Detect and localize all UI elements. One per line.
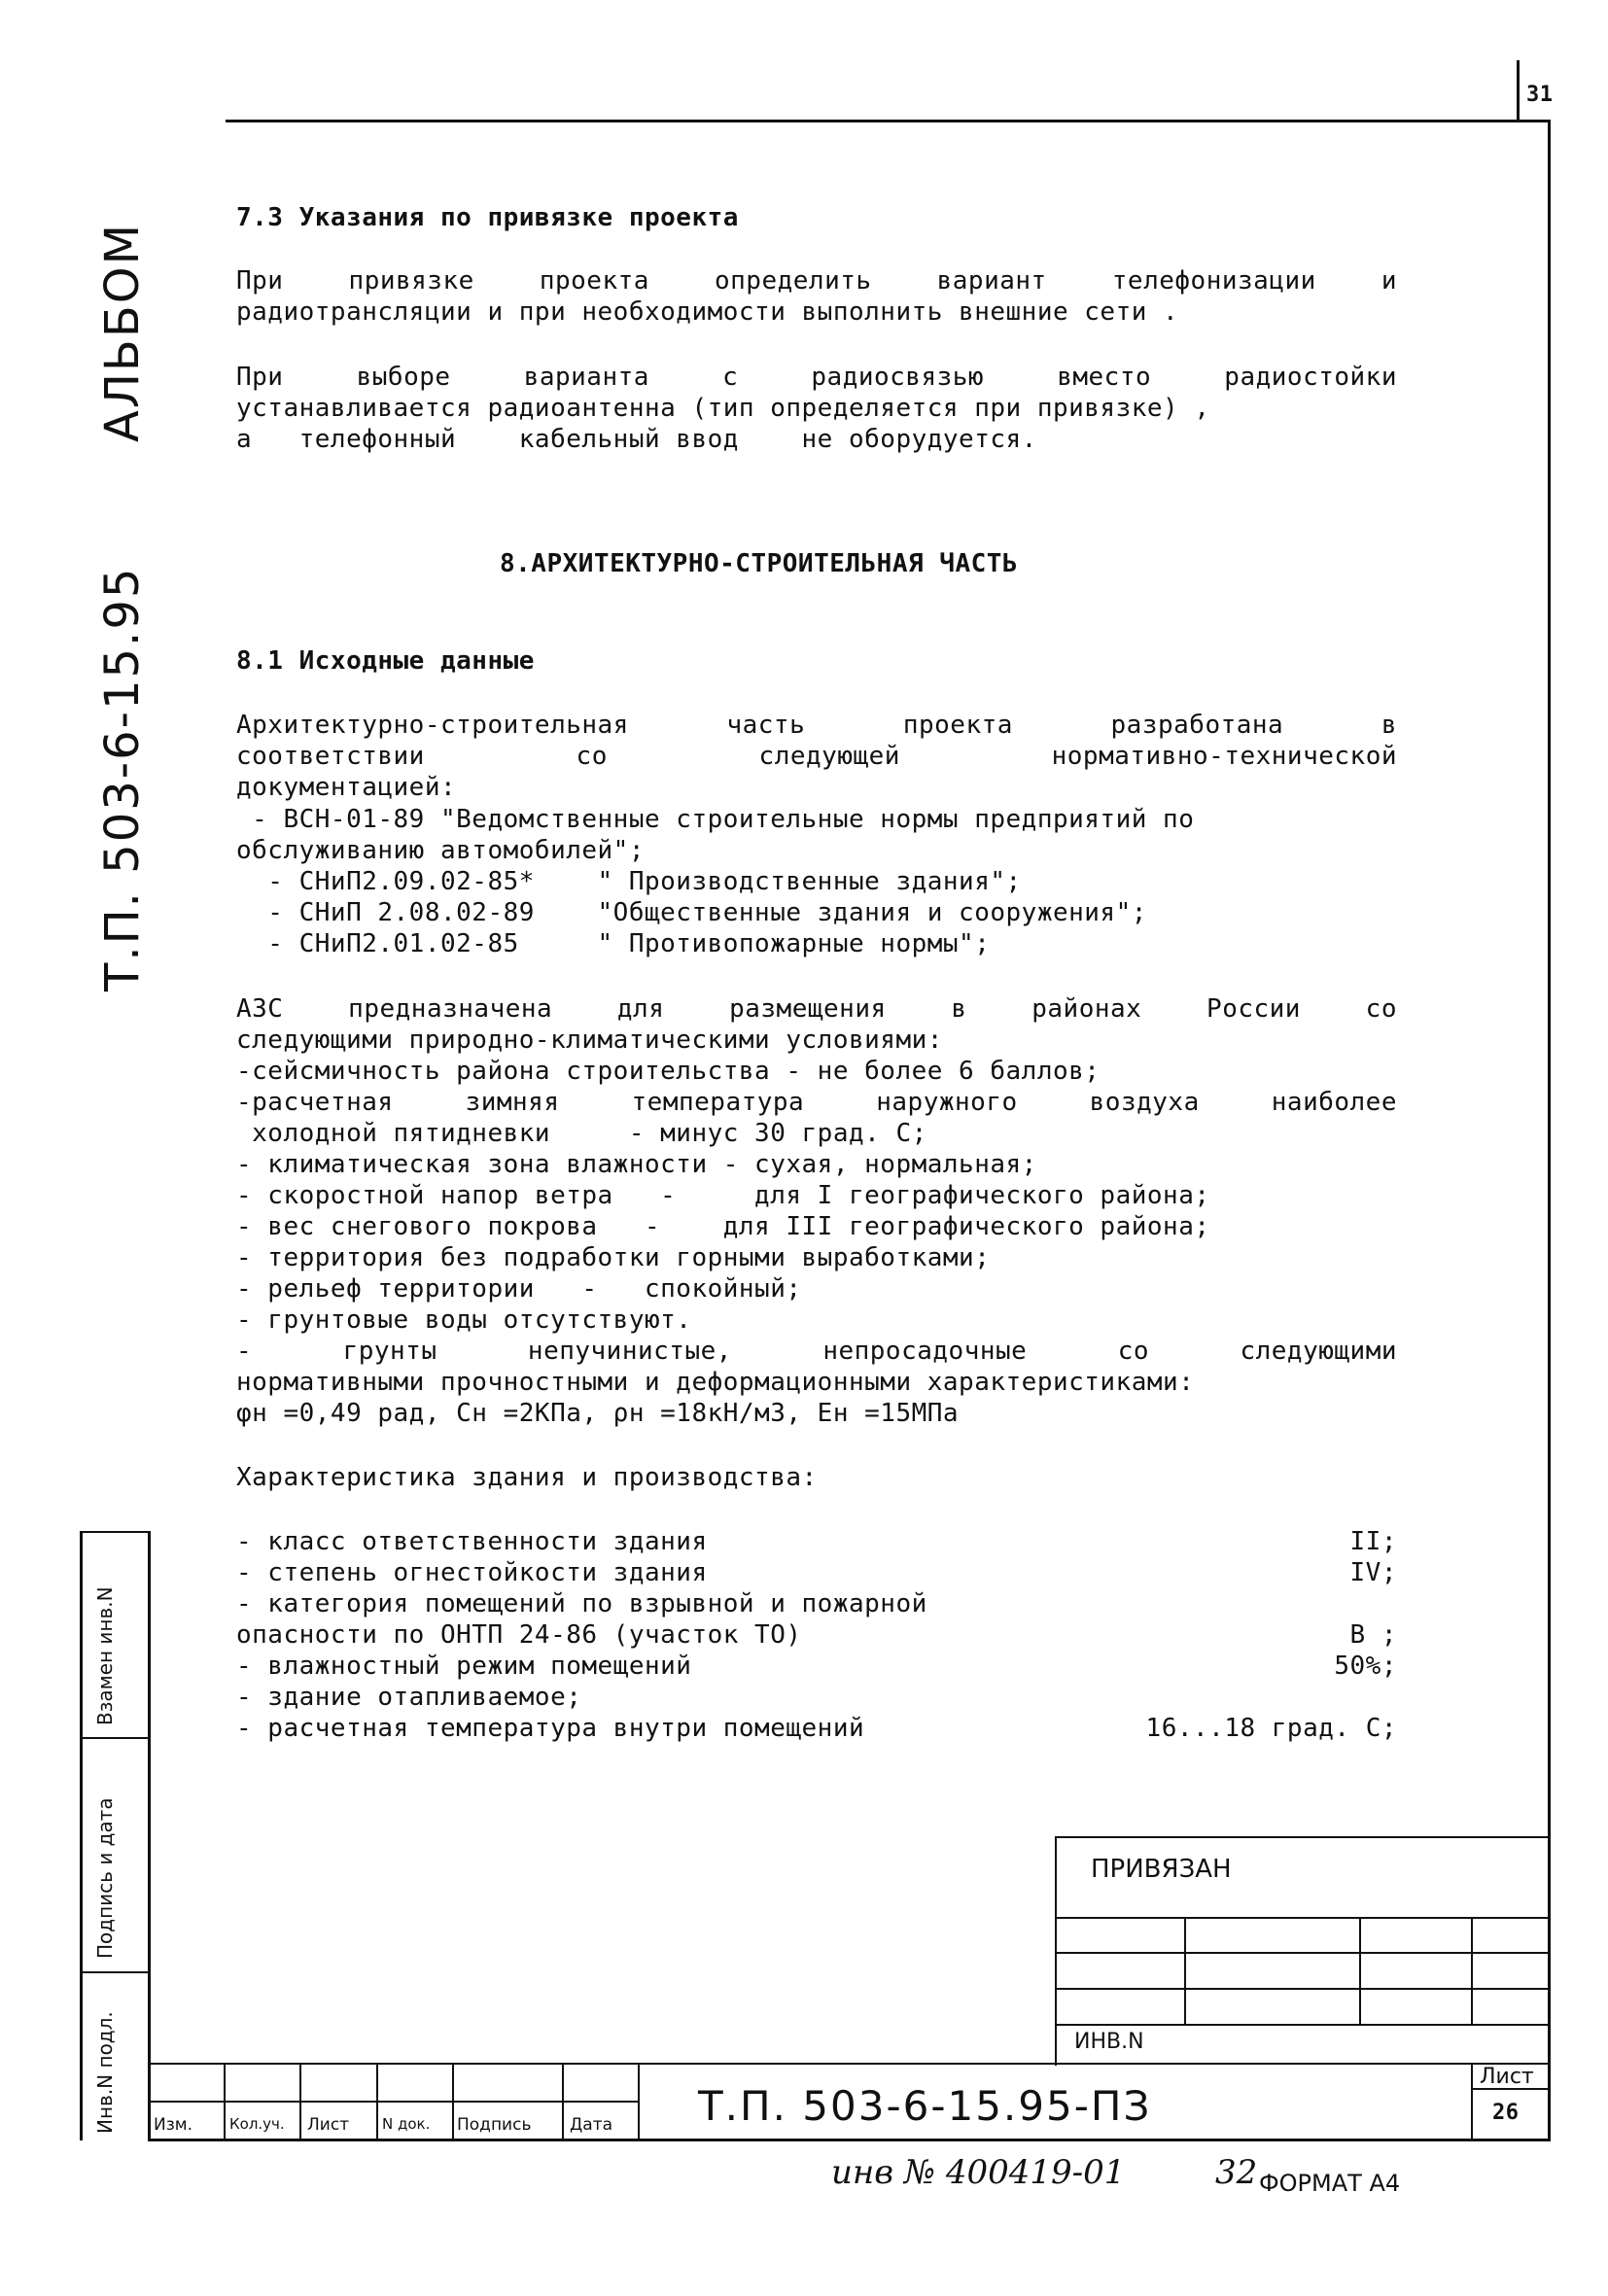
char-label: опасности по ОНТП 24-86 (участок ТО) [236,1620,802,1650]
char-value: 50%; [1334,1652,1397,1681]
intro-line: соответствии со следующей нормативно-технической [236,742,1397,771]
intro-line: Архитектурно-строительная часть проекта разработана в [236,711,1397,740]
col-izm: Изм. [154,2115,192,2135]
title-col-line [224,2063,226,2140]
album-code: Т.П. 503-6-15.95 [95,566,150,991]
sidebar-divider-2 [80,1971,151,1973]
page-number-separator [1517,60,1520,122]
privyazan-col-line [1471,1917,1473,2024]
conditions-line: следующими природно-климатическими условиями: [236,1026,943,1055]
intro-line: - ВСН-01-89 "Ведомственные строительные нормы предприятий по [236,805,1195,834]
section-8-heading: 8.АРХИТЕКТУРНО-СТРОИТЕЛЬНАЯ ЧАСТЬ [500,549,1019,578]
col-data: Дата [570,2115,613,2135]
col-n-dok: N док. [382,2115,431,2133]
intro-line: обслуживанию автомобилей"; [236,836,645,865]
char-label: - степень огнестойкости здания [236,1558,708,1587]
col-kol-uch: Кол.уч. [229,2115,285,2133]
title-col-line [1471,2063,1473,2140]
char-value: IV; [1349,1558,1397,1587]
inv-podl-label: Инв.N подл. [93,2011,117,2134]
char-label: - класс ответственности здания [236,1527,708,1556]
conditions-line: - скоростной напор ветра - для I географического района; [236,1181,1210,1210]
inv-n-label: ИНВ.N [1074,2030,1144,2054]
para-line: При привязке проекта определить вариант телефонизации и [236,266,1397,296]
conditions-line: -сейсмичность района строительства - не более 6 баллов; [236,1057,1101,1086]
privyazan-row-line [1055,1988,1551,1990]
section-7-3-heading: 7.3 Указания по привязке проекта [236,203,739,232]
title-col-line [638,2063,640,2140]
title-block-top-line [148,2063,1551,2065]
sheet-number: 26 [1492,2101,1520,2125]
char-label: - расчетная температура внутри помещений [236,1714,865,1743]
title-block-mid-line [148,2101,638,2103]
album-label: АЛЬБОМ [95,223,150,442]
conditions-line: АЗС предназначена для размещения в районах России со [236,994,1397,1024]
char-value: 16...18 град. С; [1145,1714,1397,1743]
char-value: В ; [1349,1620,1397,1650]
sidebar-divider-1 [80,1737,151,1739]
conditions-line: нормативными прочностными и деформационными характеристиками: [236,1368,1195,1397]
conditions-line: - вес снегового покрова - для III географического района; [236,1212,1210,1241]
conditions-line: - территория без подработки горными выработками; [236,1243,991,1272]
section-8-1-heading: 8.1 Исходные данные [236,646,535,676]
para-line: а телефонный кабельный ввод не оборудуется. [236,425,1037,454]
intro-line: - СНиП 2.08.02-89 "Общественные здания и сооружения"; [236,898,1147,927]
conditions-line: - рельеф территории - спокойный; [236,1274,802,1304]
conditions-line: - грунтовые воды отсутствуют. [236,1305,692,1335]
format-label: ФОРМАТ А4 [1259,2170,1401,2197]
privyazan-row-line [1055,1917,1551,1919]
para-line: При выборе варианта с радиосвязью вместо радиостойки [236,363,1397,392]
document-code: Т.П. 503-6-15.95-ПЗ [698,2082,1152,2130]
privyazan-row-line [1055,2024,1551,2026]
sheet-label: Лист [1480,2065,1534,2089]
privyazan-left-line [1055,1836,1057,2066]
privyazan-label: ПРИВЯЗАН [1091,1855,1232,1884]
privyazan-col-line [1359,1917,1361,2024]
privyazan-row-line [1055,1952,1551,1954]
intro-line: документацией: [236,773,457,802]
conditions-line: холодной пятидневки - минус 30 град. С; [236,1119,927,1148]
privyazan-top-line [1055,1836,1551,1838]
char-label: - категория помещений по взрывной и пожарной [236,1589,927,1618]
conditions-line: φн =0,49 рад, Сн =2КПа, ρн =18кН/м3, Ен =15МПа [236,1399,960,1428]
conditions-line: - климатическая зона влажности - сухая, нормальная; [236,1150,1037,1179]
col-list: Лист [307,2115,350,2135]
top-border-line [226,120,1551,122]
bottom-border-line [148,2139,1551,2141]
handwritten-page-number: 32 [1215,2153,1258,2192]
title-col-line [376,2063,378,2140]
title-col-line [562,2063,564,2140]
conditions-line: -расчетная зимняя температура наружного воздуха наиболее [236,1088,1397,1117]
privyazan-col-line [1184,1917,1186,2024]
para-line: радиотрансляции и при необходимости выполнить внешние сети . [236,297,1179,327]
vzamen-inv-label: Взамен инв.N [93,1586,117,1725]
handwritten-inv-number: инв № 400419-01 [831,2153,1126,2192]
intro-line: - СНиП2.01.02-85 " Противопожарные нормы"; [236,929,991,958]
page-number: 31 [1526,83,1554,107]
char-label: - здание отапливаемое; [236,1683,582,1712]
char-value: II; [1349,1527,1397,1556]
conditions-line: - грунты непучинистые, непросадочные со следующими [236,1337,1397,1366]
sidebar-top-line [80,1531,151,1533]
col-podpis: Подпись [457,2115,532,2135]
podpis-data-label: Подпись и дата [93,1797,117,1959]
char-label: - влажностный режим помещений [236,1652,692,1681]
title-col-line [299,2063,301,2140]
title-col-line [452,2063,454,2140]
left-border-line [148,1531,151,2140]
sidebar-outer-line [80,1531,83,2140]
intro-line: - СНиП2.09.02-85* " Производственные здания"; [236,867,1022,896]
characteristics-heading: Характеристика здания и производства: [236,1463,818,1492]
para-line: устанавливается радиоантенна (тип определяется при привязке) , [236,394,1210,423]
